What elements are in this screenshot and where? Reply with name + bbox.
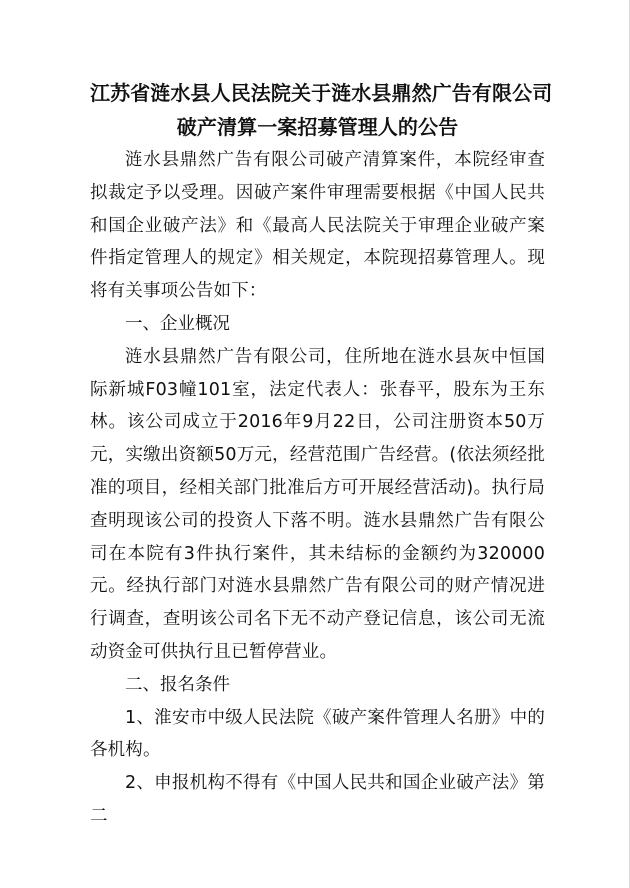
overview-paragraph: 涟水县鼎然广告有限公司，住所地在涟水县灰中恒国际新城F03幢101室，法定代表人：张春平，股东为王东林。该公司成立于2016年9月22日，公司注册资本50万元，实缴出资额50万元，经营范围广告经营。(依法须经批准的项目，经相关部门批准后方可开展经营活动)。执行局查明现该公司的投资人下落不明。涟水县鼎然广告有限公司在本院有3件执行案件，其未结标的金额约为320000元。经执行部门对涟水县鼎然广告有限公司的财产情况进行调查，查明该公司名下无不动产登记信息，该公司无流动资金可供执行且已暂停营业。	[90, 346, 545, 662]
intro-paragraph: 涟水县鼎然广告有限公司破产清算案件，本院经审查拟裁定予以受理。因破产案件审理需要根据《中国人民共和国企业破产法》和《最高人民法院关于审理企业破产案件指定管理人的规定》相关规定，本院现招募管理人。现将有关事项公告如下：	[90, 150, 545, 302]
title-line-2: 破产清算一案招募管理人的公告	[176, 115, 459, 139]
title-line-1: 江苏省涟水县人民法院关于涟水县鼎然广告有限公司	[90, 81, 553, 105]
condition-item-2: 2、申报机构不得有《中国人民共和国企业破产法》第二	[90, 773, 545, 826]
announcement-body	[90, 76, 553, 833]
section-heading-conditions: 二、报名条件	[125, 674, 230, 695]
section-heading-overview: 一、企业概况	[125, 313, 230, 334]
condition-item-1: 1、淮安市中级人民法院《破产案件管理人名册》中的各机构。	[90, 707, 545, 761]
